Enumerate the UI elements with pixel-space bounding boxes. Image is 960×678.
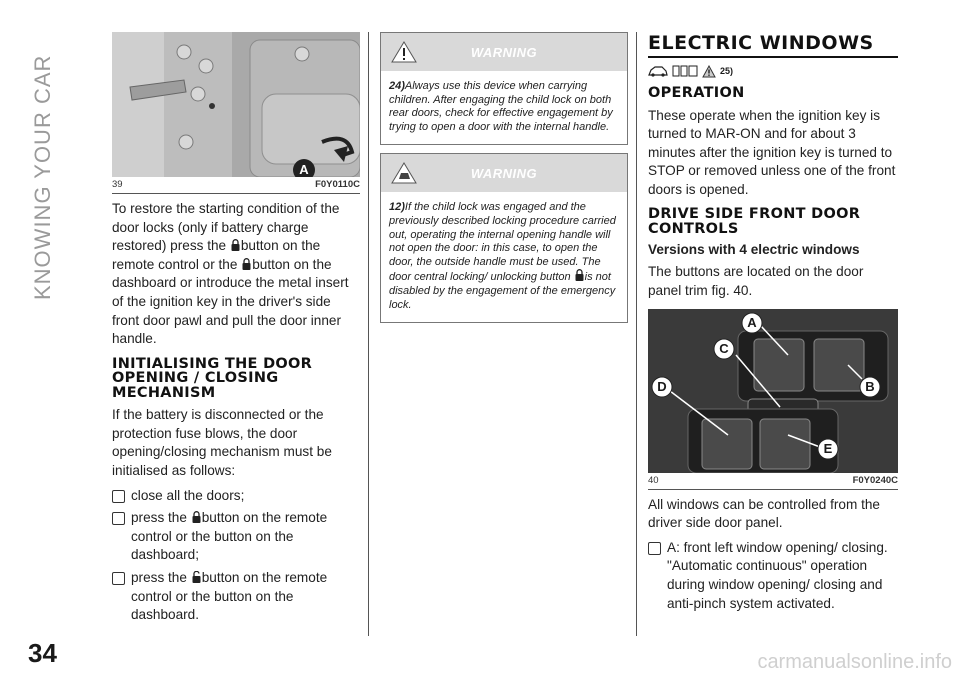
list-item-body: : front left window opening/ closing. "Automatic continuous" operation during window opening/ closing and anti-pinch system activated. — [667, 539, 888, 611]
figure-number: 39 — [112, 179, 123, 190]
list-item-text — [667, 539, 898, 613]
list-item-text: close all the doors; — [131, 487, 245, 503]
list-item — [112, 569, 360, 625]
list-item-text — [131, 509, 360, 565]
symbol-ref: 25) — [720, 66, 734, 76]
car-icon — [648, 65, 668, 77]
figure-40-caption — [648, 473, 898, 489]
figure-number: 40 — [648, 474, 659, 486]
warning-triangle-icon — [702, 65, 716, 78]
figure-40 — [648, 309, 898, 490]
unlock-icon — [192, 571, 201, 583]
section-heading-operation: OPERATION — [648, 85, 745, 101]
all-windows-paragraph: All windows can be controlled from the driver side door panel. — [648, 496, 880, 531]
figure-40-label-e: E — [823, 440, 833, 456]
warning-ref: 12) — [389, 201, 405, 214]
restore-text-2: button on the remote control or the — [112, 238, 321, 272]
side-section-title: KNOWING YOUR CAR — [30, 54, 55, 300]
column-left — [112, 32, 360, 629]
warning-box — [380, 153, 628, 323]
restore-text-1: To restore the starting condition of the door locks (only if battery charge restored) press the — [112, 201, 340, 254]
column-divider — [636, 32, 637, 636]
list-item — [112, 509, 360, 565]
buttons-location-paragraph: The buttons are located on the door panel trim fig. 40. — [648, 264, 864, 299]
warning-title: WARNING — [470, 166, 538, 182]
lock-icon — [242, 258, 251, 270]
figure-40-label-c: C — [719, 340, 729, 356]
warning-body: Always use this device when carrying children. After engaging the child lock on both rear doors, check for effective engagement by trying to open a door with the internal handle. — [389, 80, 613, 133]
figure-39-label-a: A — [299, 162, 309, 177]
list-item-post: button on the remote control or the button on the dashboard; — [131, 510, 328, 563]
list-item-label: A — [667, 539, 677, 555]
list-item — [648, 539, 898, 613]
figure-39-caption — [112, 177, 360, 193]
checkbox-bullet-icon — [648, 542, 661, 555]
lock-icon — [192, 511, 201, 523]
section-heading-initialising: INITIALISING THE DOOR OPENING / CLOSING MECHANISM — [112, 355, 313, 401]
list-item — [112, 487, 360, 506]
figure-40-label-d: D — [657, 378, 667, 394]
column-right — [648, 32, 898, 617]
list-item-pre: press the — [131, 570, 191, 585]
window-buttons-illustration — [648, 309, 898, 473]
restore-text-3: button on the dashboard or introduce the metal insert of the ignition key in the driver's side front door pawl and pull the door inner handle. — [112, 256, 349, 347]
column-divider — [368, 32, 369, 636]
warning-ref: 24) — [389, 80, 405, 92]
operation-paragraph: These operate when the ignition key is turned to MAR-ON and for about 3 minutes after the ignition key is turned to STOP or removed unless one of the front doors is opened. — [648, 107, 896, 197]
restore-paragraph — [112, 200, 360, 349]
symbol-row — [648, 64, 898, 78]
warning-box — [380, 32, 628, 145]
warning-text — [381, 192, 627, 322]
warning-header — [381, 33, 627, 71]
lock-icon — [231, 239, 240, 251]
checkbox-bullet-icon — [112, 490, 125, 503]
figure-code: F0Y0240C — [852, 474, 898, 486]
warning-header — [381, 154, 627, 192]
figure-40-label-a: A — [747, 314, 757, 330]
initialising-paragraph: If the battery is disconnected or the protection fuse blows, the door opening/closing mechanism must be initialised as follows: — [112, 407, 332, 479]
versions-subheading: Versions with 4 electric windows — [648, 242, 860, 258]
figure-40-label-b: B — [865, 378, 875, 394]
watermark: carmanualsonline.info — [757, 651, 952, 673]
door-lock-illustration — [112, 32, 360, 177]
figure-code: F0Y0110C — [315, 179, 360, 190]
page-number: 34 — [28, 638, 57, 668]
warning-body: If the child lock was engaged and the previously described locking procedure carried out, operating the internal opening handle will not open the door: in this case, to open the door, the outside handle must be used. The door central locking/ unlocking button — [389, 201, 616, 284]
window-switch-icon — [672, 64, 698, 78]
figure-39 — [112, 32, 360, 194]
column-middle — [380, 32, 628, 331]
list-item-text — [131, 569, 360, 625]
list-item-pre: press the — [131, 510, 191, 526]
warning-body-end: is not disabled by the engagement of the emergency lock. — [389, 271, 616, 311]
warning-text — [381, 71, 627, 144]
checkbox-bullet-icon — [112, 512, 125, 525]
list-item-post: button on the remote control or the button on the dashboard. — [131, 570, 328, 623]
section-heading-drive-side: DRIVE SIDE FRONT DOOR CONTROLS — [648, 206, 861, 237]
checkbox-bullet-icon — [112, 572, 125, 585]
lock-icon — [575, 269, 584, 281]
warning-title: WARNING — [470, 45, 538, 60]
chapter-title: ELECTRIC WINDOWS — [648, 32, 898, 58]
